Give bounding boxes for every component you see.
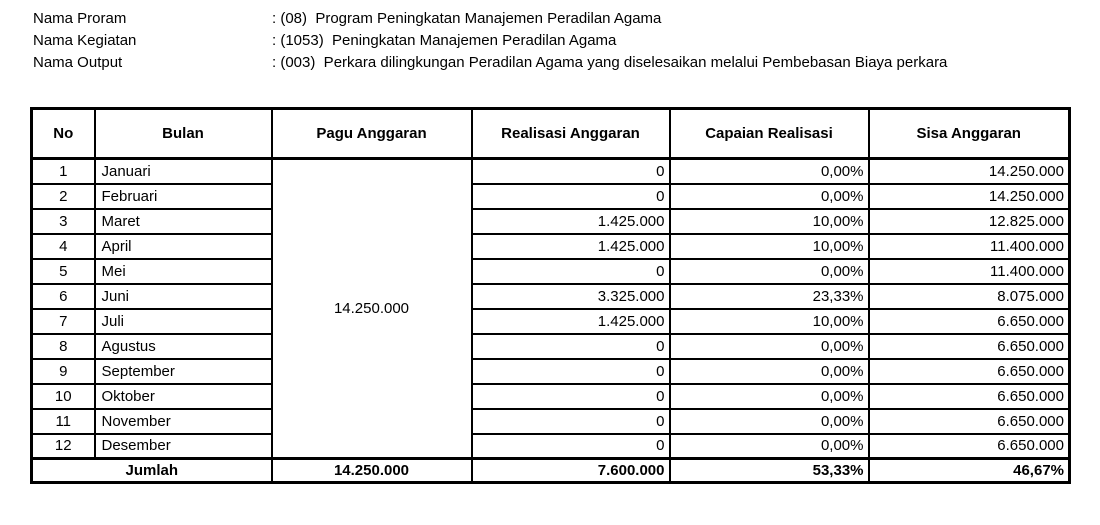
cell-realisasi-anggaran: 1.425.000 bbox=[472, 209, 670, 234]
cell-no: 2 bbox=[32, 184, 95, 209]
cell-bulan: Maret bbox=[95, 209, 272, 234]
meta-row-kegiatan bbox=[33, 30, 947, 52]
col-header-no: No bbox=[32, 109, 95, 159]
meta-row-program bbox=[33, 8, 947, 30]
cell-capaian-realisasi: 10,00% bbox=[670, 309, 869, 334]
cell-sisa-anggaran: 8.075.000 bbox=[869, 284, 1070, 309]
table-footer-row bbox=[32, 459, 1070, 483]
cell-realisasi-anggaran: 0 bbox=[472, 159, 670, 184]
cell-no: 1 bbox=[32, 159, 95, 184]
cell-no: 12 bbox=[32, 434, 95, 459]
cell-capaian-realisasi: 0,00% bbox=[670, 434, 869, 459]
program-label: Nama Proram bbox=[33, 10, 127, 27]
table-row bbox=[32, 384, 1070, 409]
budget-realization-table bbox=[30, 107, 1071, 484]
cell-sisa-anggaran: 6.650.000 bbox=[869, 384, 1070, 409]
cell-capaian-realisasi: 0,00% bbox=[670, 334, 869, 359]
cell-no: 9 bbox=[32, 359, 95, 384]
cell-bulan: November bbox=[95, 409, 272, 434]
output-label: Nama Output bbox=[33, 54, 123, 71]
cell-bulan: Agustus bbox=[95, 334, 272, 359]
table-row bbox=[32, 159, 1070, 184]
program-value: : (08) Program Peningkatan Manajemen Peradilan Agama bbox=[272, 10, 662, 27]
cell-capaian-realisasi: 23,33% bbox=[670, 284, 869, 309]
jumlah-sisa: 46,67% bbox=[869, 459, 1070, 483]
cell-bulan: Januari bbox=[95, 159, 272, 184]
cell-sisa-anggaran: 6.650.000 bbox=[869, 434, 1070, 459]
table-row bbox=[32, 309, 1070, 334]
cell-no: 5 bbox=[32, 259, 95, 284]
jumlah-label: Jumlah bbox=[32, 459, 272, 483]
col-header-pagu-anggaran: Pagu Anggaran bbox=[272, 109, 472, 159]
cell-no: 10 bbox=[32, 384, 95, 409]
report-meta bbox=[33, 8, 947, 74]
cell-no: 8 bbox=[32, 334, 95, 359]
meta-row-output bbox=[33, 52, 947, 74]
cell-capaian-realisasi: 0,00% bbox=[670, 409, 869, 434]
cell-capaian-realisasi: 0,00% bbox=[670, 259, 869, 284]
cell-realisasi-anggaran: 0 bbox=[472, 434, 670, 459]
cell-realisasi-anggaran: 0 bbox=[472, 184, 670, 209]
table-row bbox=[32, 209, 1070, 234]
cell-sisa-anggaran: 11.400.000 bbox=[869, 259, 1070, 284]
table-row bbox=[32, 409, 1070, 434]
cell-realisasi-anggaran: 0 bbox=[472, 259, 670, 284]
cell-capaian-realisasi: 0,00% bbox=[670, 159, 869, 184]
output-value: : (003) Perkara dilingkungan Peradilan Agama yang diselesaikan melalui Pembebasan Biaya perkara bbox=[272, 54, 948, 71]
cell-sisa-anggaran: 6.650.000 bbox=[869, 359, 1070, 384]
cell-bulan: Februari bbox=[95, 184, 272, 209]
jumlah-pagu: 14.250.000 bbox=[272, 459, 472, 483]
table-row bbox=[32, 359, 1070, 384]
jumlah-capaian: 53,33% bbox=[670, 459, 869, 483]
cell-capaian-realisasi: 10,00% bbox=[670, 209, 869, 234]
cell-sisa-anggaran: 11.400.000 bbox=[869, 234, 1070, 259]
cell-realisasi-anggaran: 0 bbox=[472, 409, 670, 434]
cell-realisasi-anggaran: 1.425.000 bbox=[472, 234, 670, 259]
cell-pagu-anggaran-merged: 14.250.000 bbox=[272, 159, 472, 459]
jumlah-realisasi: 7.600.000 bbox=[472, 459, 670, 483]
cell-realisasi-anggaran: 1.425.000 bbox=[472, 309, 670, 334]
cell-capaian-realisasi: 10,00% bbox=[670, 234, 869, 259]
cell-sisa-anggaran: 14.250.000 bbox=[869, 184, 1070, 209]
kegiatan-label: Nama Kegiatan bbox=[33, 32, 137, 49]
cell-capaian-realisasi: 0,00% bbox=[670, 184, 869, 209]
col-header-capaian-realisasi: Capaian Realisasi bbox=[670, 109, 869, 159]
cell-capaian-realisasi: 0,00% bbox=[670, 384, 869, 409]
table-row bbox=[32, 184, 1070, 209]
table-row bbox=[32, 259, 1070, 284]
cell-sisa-anggaran: 6.650.000 bbox=[869, 409, 1070, 434]
cell-bulan: Oktober bbox=[95, 384, 272, 409]
kegiatan-value: : (1053) Peningkatan Manajemen Peradilan Agama bbox=[272, 32, 617, 49]
cell-sisa-anggaran: 6.650.000 bbox=[869, 334, 1070, 359]
cell-bulan: Mei bbox=[95, 259, 272, 284]
cell-sisa-anggaran: 6.650.000 bbox=[869, 309, 1070, 334]
cell-sisa-anggaran: 14.250.000 bbox=[869, 159, 1070, 184]
cell-bulan: April bbox=[95, 234, 272, 259]
cell-realisasi-anggaran: 0 bbox=[472, 384, 670, 409]
cell-no: 7 bbox=[32, 309, 95, 334]
table-row bbox=[32, 234, 1070, 259]
cell-bulan: Juni bbox=[95, 284, 272, 309]
cell-no: 3 bbox=[32, 209, 95, 234]
table-row bbox=[32, 334, 1070, 359]
cell-realisasi-anggaran: 0 bbox=[472, 359, 670, 384]
cell-bulan: Desember bbox=[95, 434, 272, 459]
table-row bbox=[32, 284, 1070, 309]
cell-realisasi-anggaran: 3.325.000 bbox=[472, 284, 670, 309]
cell-no: 6 bbox=[32, 284, 95, 309]
cell-no: 11 bbox=[32, 409, 95, 434]
col-header-realisasi-anggaran: Realisasi Anggaran bbox=[472, 109, 670, 159]
cell-capaian-realisasi: 0,00% bbox=[670, 359, 869, 384]
col-header-bulan: Bulan bbox=[95, 109, 272, 159]
cell-no: 4 bbox=[32, 234, 95, 259]
cell-sisa-anggaran: 12.825.000 bbox=[869, 209, 1070, 234]
cell-bulan: Juli bbox=[95, 309, 272, 334]
cell-realisasi-anggaran: 0 bbox=[472, 334, 670, 359]
table-header-row bbox=[32, 109, 1070, 159]
table-row bbox=[32, 434, 1070, 459]
cell-bulan: September bbox=[95, 359, 272, 384]
col-header-sisa-anggaran: Sisa Anggaran bbox=[869, 109, 1070, 159]
